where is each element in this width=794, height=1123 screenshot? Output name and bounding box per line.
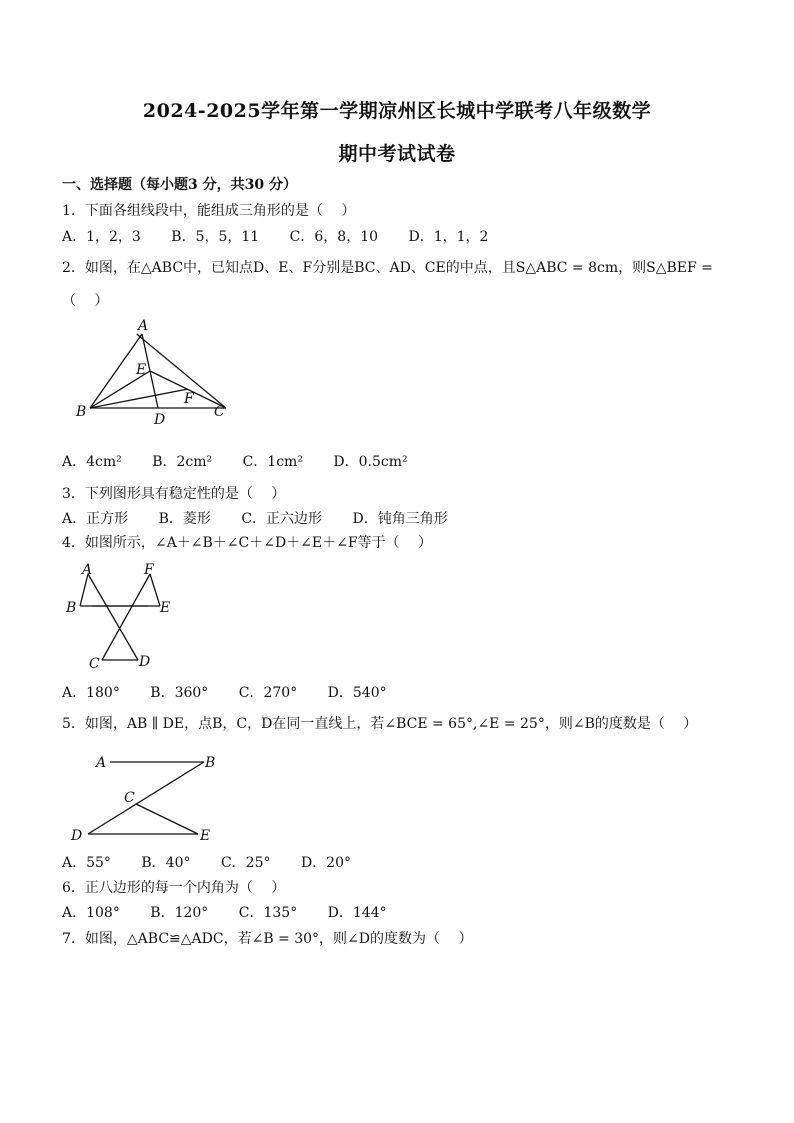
q3-option-b: B．菱形 (158, 511, 211, 527)
question-2-figure (66, 316, 226, 428)
q1-option-a: A．1，2，3 (62, 229, 141, 245)
label-a: A (138, 318, 149, 334)
label-d: D (139, 654, 151, 670)
label-e: E (200, 828, 211, 844)
question-5-options (62, 852, 377, 872)
q6-option-a: A．108° (62, 905, 120, 921)
question-4-options (62, 682, 413, 702)
question-4-figure (64, 560, 176, 672)
q5-option-b: B．40° (141, 855, 191, 871)
label-c: C (89, 656, 100, 672)
question-6-options (62, 902, 413, 922)
question-6-stem: 6．正八边形的每一个内角为（ ） (62, 880, 286, 896)
q3-option-a: A．正方形 (62, 511, 129, 527)
q1-option-d: D．1，1，2 (408, 229, 489, 245)
label-c: C (214, 404, 225, 420)
q6-option-d: D．144° (327, 905, 387, 921)
q1-option-b: B．5，5，11 (171, 229, 260, 245)
question-2-options (62, 451, 434, 471)
q6-option-c: C．135° (238, 905, 298, 921)
q4-option-b: B．360° (150, 685, 209, 701)
label-a: A (82, 562, 93, 578)
q5-option-d: D．20° (300, 855, 351, 871)
q2-option-c: C．1cm² (242, 454, 303, 470)
q2-option-b: B．2cm² (152, 454, 213, 470)
q5-option-a: A．55° (62, 855, 111, 871)
question-1-options (62, 226, 514, 246)
q4-option-c: C．270° (238, 685, 298, 701)
q5-option-c: C．25° (220, 855, 271, 871)
q3-option-c: C．正六边形 (241, 511, 323, 527)
question-3-stem: 3．下列图形具有稳定性的是（ ） (62, 486, 286, 502)
label-b: B (66, 600, 77, 616)
question-5-figure (66, 748, 226, 844)
label-d: D (154, 412, 166, 428)
q4-option-a: A．180° (62, 685, 120, 701)
question-1-stem: 1．下面各组线段中，能组成三角形的是（ ） (62, 203, 356, 219)
label-b: B (76, 404, 87, 420)
question-5-stem: 5．如图，AB ∥ DE，点B，C，D在同一直线上，若∠BCE = 65°,∠E = 25°，则∠B的度数是（ ） (62, 716, 698, 732)
question-4-stem: 4．如图所示，∠A＋∠B＋∠C＋∠D＋∠E＋∠F等于（ ） (62, 535, 433, 551)
question-3-options (62, 508, 474, 528)
label-e: E (160, 600, 171, 616)
exam-subtitle: 期中考试试卷 (338, 143, 456, 165)
segment-ab (90, 334, 142, 408)
label-b: B (205, 755, 216, 771)
q4-option-d: D．540° (327, 685, 387, 701)
question-2-stem-cont: （ ） (62, 293, 109, 309)
label-c: C (124, 790, 135, 806)
label-d: D (71, 828, 83, 844)
label-f: F (144, 562, 154, 578)
q6-option-b: B．120° (150, 905, 209, 921)
question-7-stem: 7．如图，△ABC≌△ADC，若∠B = 30°，则∠D的度数为（ ） (62, 931, 473, 947)
q2-option-d: D．0.5cm² (333, 454, 408, 470)
label-a: A (96, 755, 107, 771)
section-heading: 一、选择题（每小题3 分，共30 分） (62, 177, 297, 193)
q1-option-c: C．6，8，10 (289, 229, 379, 245)
q3-option-d: D．钝角三角形 (352, 511, 448, 527)
q2-option-a: A．4cm² (62, 454, 122, 470)
question-2-stem: 2．如图，在△ABC中，已知点D、E、F分别是BC、AD、CE的中点，且S△ABC = 8cm，则S△BEF = (62, 260, 713, 276)
exam-title: 2024-2025学年第一学期凉州区长城中学联考八年级数学 (142, 100, 652, 122)
label-f: F (184, 391, 194, 407)
label-e: E (136, 362, 147, 378)
